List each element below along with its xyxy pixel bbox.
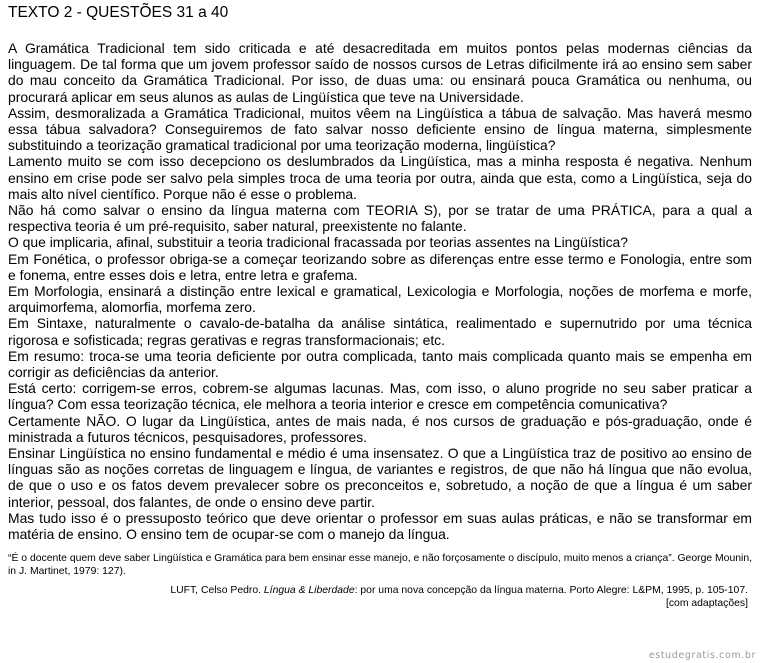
- paragraph: Em Sintaxe, naturalmente o cavalo-de-batalha da análise sintática, realimentado e supernutrido por uma técnica rigorosa e sofisticada; regras gerativas e regras transformacionais; etc.: [8, 315, 752, 348]
- paragraph: Está certo: corrigem-se erros, cobrem-se algumas lacunas. Mas, com isso, o aluno progride no seu saber praticar a língua? Com essa teorização técnica, ele melhora a teoria interior e cresce em competência comunicativa?: [8, 380, 752, 413]
- bibliographic-reference: [8, 585, 752, 610]
- paragraph: Assim, desmoralizada a Gramática Tradicional, muitos vêem na Lingüística a tábua de salvação. Mas haverá mesmo essa tábua salvadora? Conseguiremos de fato salvar nosso deficiente ensino de língua materna, simplesmente substituindo a teorização gramatical tradicional por uma teorização moderna, lingüística?: [8, 104, 752, 154]
- document-title: TEXTO 2 - QUESTÕES 31 a 40: [8, 4, 229, 21]
- paragraph: Não há como salvar o ensino da língua materna com TEORIA S), por se tratar de uma PRÁTICA, para a qual a respectiva teoria é um pré-requisito, saber natural, preexistente no falante.: [8, 202, 752, 235]
- paragraph: Em Morfologia, ensinará a distinção entre lexical e gramatical, Lexicologia e Morfologia, noções de morfema e morfe, arquimorfema, alomorfia, morfema zero.: [8, 283, 752, 316]
- paragraph: Lamento muito se com isso decepciono os deslumbrados da Lingüística, mas a minha resposta é negativa. Nenhum ensino em crise pode ser salvo pela simples troca de uma teoria por outra, ainda que esta, como a Lingüística, seja do mais alto nível científico. Porque não é esse o problema.: [8, 153, 752, 202]
- quote-note: “É o docente quem deve saber Lingüística e Gramática para bem ensinar esse manejo, e não forçosamente o discípulo, muito menos a criança”. George Mounin, in J. Martinet, 1979: 127).: [8, 553, 752, 577]
- paragraph: O que implicaria, afinal, substituir a teoria tradicional fracassada por teorias assentes na Lingüística?: [8, 234, 629, 251]
- paragraph: Mas tudo isso é o pressuposto teórico que deve orientar o professor em suas aulas práticas, e não se transformar em matéria de ensino. O ensino tem de ocupar-se com o manejo da língua.: [8, 509, 752, 543]
- site-watermark: estudegratis.com.br: [648, 650, 756, 661]
- paragraph: Ensinar Lingüística no ensino fundamental e médio é uma insensatez. O que a Lingüística traz de positivo ao ensino de línguas são as noções corretas de linguagem e língua, de variantes e registros, de que não há língua que não evolua, de que o uso e os fatos devem prevalecer sobre os preconceitos e, sobretudo, a noção de que a língua é um saber interior, pessoal, dos falantes, de onde o ensino deve partir.: [8, 445, 752, 510]
- paragraph: Em Fonética, o professor obriga-se a começar teorizando sobre as diferenças entre esse termo e Fonologia, entre som e fonema, entre esses dois e letra, entre letra e grafema.: [8, 250, 752, 283]
- document-page: [8, 4, 752, 610]
- reference-book-title: Língua & Liberdade: [263, 585, 355, 597]
- paragraph: A Gramática Tradicional tem sido criticada e até desacreditada em muitos pontos pelas modernas ciências da linguagem. De tal forma que um jovem professor saído de nossos cursos de Letras dificilmente irá ao ensino sem saber do mau conceito da Gramática Tradicional. Por isso, de duas uma: ou ensinará pouca Gramática ou nenhuma, ou procurará aplicar em seus alunos as aulas de Lingüística que teve na Universidade.: [8, 40, 752, 105]
- reference-details: : por uma nova concepção da língua materna. Porto Alegre: L&PM, 1995, p. 105-107.: [354, 585, 748, 597]
- paragraph: Certamente NÃO. O lugar da Lingüística, antes de mais nada, é nos cursos de graduação e pós-graduação, onde é ministrada a futuros técnicos, pesquisadores, professores.: [8, 412, 752, 445]
- reference-adaptation: [com adaptações]: [665, 597, 748, 609]
- paragraph: Em resumo: troca-se uma teoria deficiente por outra complicada, tanto mais complicada quanto mais se empenha em corrigir as deficiências da anterior.: [8, 347, 752, 381]
- main-text: [8, 40, 752, 542]
- reference-author: LUFT, Celso Pedro.: [170, 585, 264, 597]
